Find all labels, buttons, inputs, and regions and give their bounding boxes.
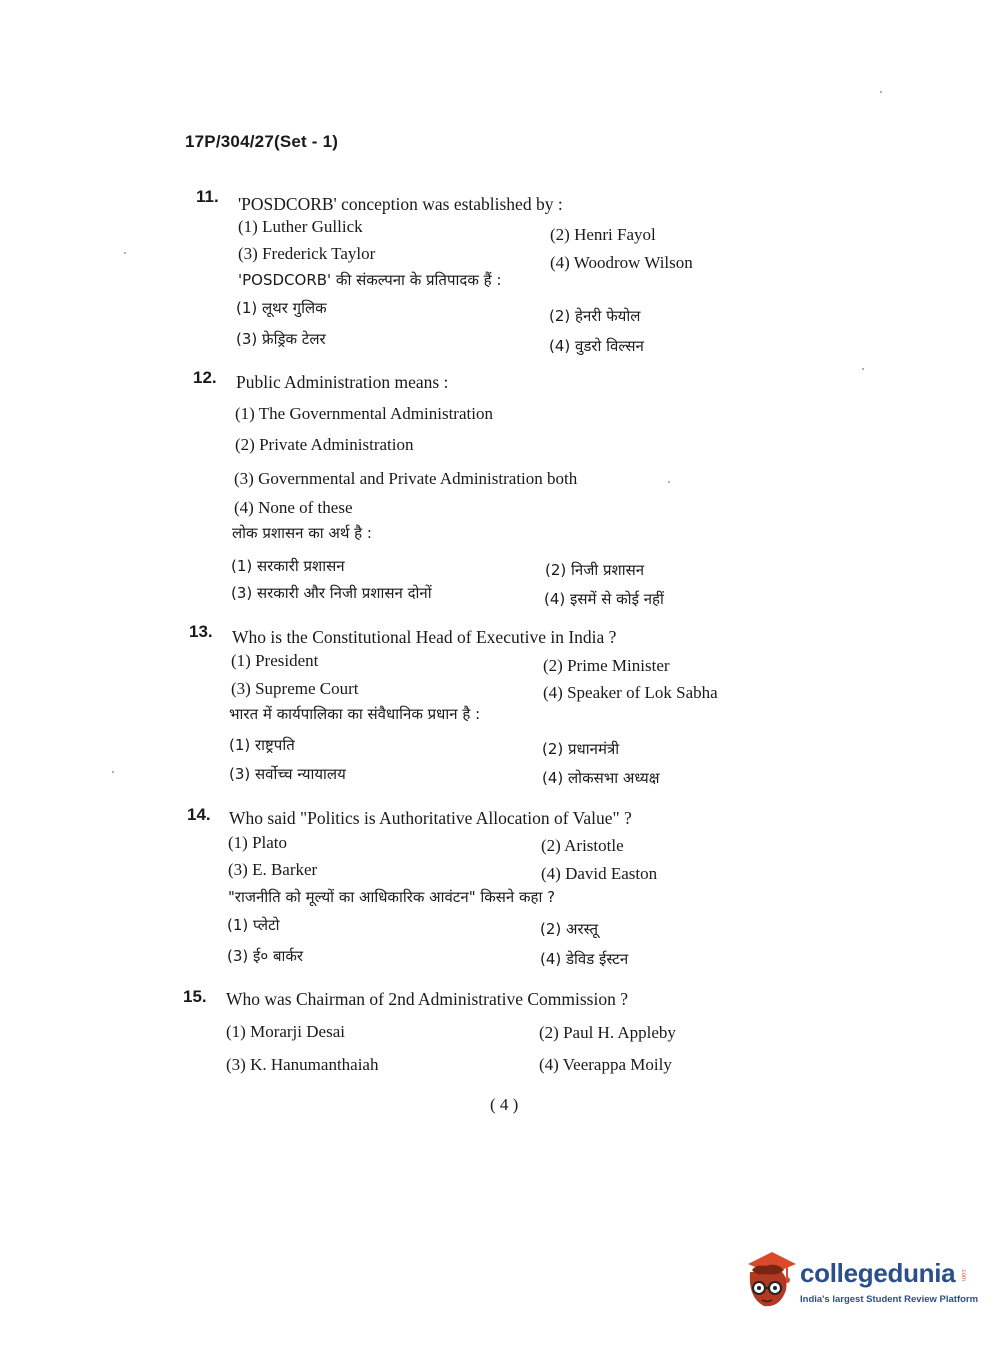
- option-3-hindi: (3) सर्वोच्च न्यायालय: [229, 765, 346, 783]
- option-4-hindi: (4) वुडरो विल्सन: [549, 337, 644, 355]
- question-text-hindi: 'POSDCORB' की संकल्पना के प्रतिपादक हैं :: [238, 271, 502, 289]
- question-text: Public Administration means :: [236, 372, 449, 392]
- option-3: (3) Governmental and Private Administration both: [234, 469, 578, 488]
- brand-suffix: .com: [960, 1268, 966, 1282]
- question-number: 15.: [183, 987, 207, 1006]
- option-1: (1) President: [231, 651, 319, 670]
- option-1: (1) Luther Gullick: [238, 217, 363, 236]
- brand-tagline: India's largest Student Review Platform: [800, 1294, 979, 1305]
- option-3: (3) E. Barker: [228, 860, 318, 879]
- question-number: 11.: [196, 187, 219, 206]
- option-2-hindi: (2) अरस्तू: [540, 920, 598, 938]
- question-text-hindi: भारत में कार्यपालिका का संवैधानिक प्रधान है :: [229, 705, 481, 723]
- question-text: 'POSDCORB' conception was established by :: [238, 194, 563, 214]
- option-4: (4) Speaker of Lok Sabha: [543, 683, 718, 702]
- option-3-hindi: (3) फ्रेड्रिक टेलर: [236, 330, 326, 348]
- question-text: Who said "Politics is Authoritative Allocation of Value" ?: [229, 808, 632, 828]
- option-3: (3) K. Hanumanthaiah: [226, 1055, 379, 1074]
- option-2-hindi: (2) निजी प्रशासन: [545, 561, 645, 579]
- question-number: 13.: [189, 622, 213, 641]
- option-4: (4) None of these: [234, 498, 353, 517]
- scan-speck: [112, 771, 114, 773]
- option-2: (2) Henri Fayol: [550, 225, 656, 244]
- collegedunia-logo-icon: [742, 1250, 798, 1312]
- option-3: (3) Supreme Court: [231, 679, 359, 698]
- scan-speck: [124, 252, 126, 254]
- collegedunia-watermark: [742, 1250, 979, 1312]
- question-number: 14.: [187, 805, 211, 824]
- scan-speck: [880, 91, 882, 93]
- option-1: (1) Plato: [228, 833, 288, 852]
- option-4-hindi: (4) लोकसभा अध्यक्ष: [542, 769, 660, 787]
- option-3: (3) Frederick Taylor: [238, 244, 376, 263]
- option-4: (4) Woodrow Wilson: [550, 253, 693, 272]
- option-4: (4) Veerappa Moily: [539, 1055, 672, 1074]
- option-1-hindi: (1) राष्ट्रपति: [229, 736, 295, 754]
- option-2: (2) Prime Minister: [543, 656, 670, 675]
- brand-name: collegedunia: [800, 1258, 956, 1288]
- option-2: (2) Aristotle: [541, 836, 624, 855]
- scan-speck: [668, 481, 670, 483]
- option-2-hindi: (2) हेनरी फेयोल: [549, 307, 641, 325]
- question-number: 12.: [193, 368, 217, 387]
- page-number: ( 4 ): [490, 1095, 519, 1114]
- option-2: (2) Paul H. Appleby: [539, 1023, 676, 1042]
- option-1-hindi: (1) लूथर गुलिक: [236, 299, 327, 317]
- option-1: (1) The Governmental Administration: [235, 404, 493, 423]
- question-text-hindi: लोक प्रशासन का अर्थ है :: [232, 524, 372, 542]
- option-1-hindi: (1) सरकारी प्रशासन: [231, 557, 345, 575]
- question-text: Who was Chairman of 2nd Administrative Commission ?: [226, 989, 628, 1009]
- option-1-hindi: (1) प्लेटो: [227, 916, 280, 934]
- option-2-hindi: (2) प्रधानमंत्री: [542, 740, 620, 758]
- question-text-hindi: "राजनीति को मूल्यों का आधिकारिक आवंटन" किसने कहा ?: [228, 888, 556, 906]
- option-4-hindi: (4) डेविड ईस्टन: [540, 950, 629, 968]
- option-4: (4) David Easton: [541, 864, 658, 883]
- option-3-hindi: (3) सरकारी और निजी प्रशासन दोनों: [231, 584, 432, 602]
- paper-code: 17P/304/27(Set - 1): [185, 132, 339, 151]
- option-3-hindi: (3) ई० बार्कर: [227, 947, 304, 965]
- option-2: (2) Private Administration: [235, 435, 414, 454]
- question-text: Who is the Constitutional Head of Executive in India ?: [232, 627, 617, 647]
- scan-speck: [862, 368, 864, 370]
- option-4-hindi: (4) इसमें से कोई नहीं: [544, 590, 664, 608]
- option-1: (1) Morarji Desai: [226, 1022, 345, 1041]
